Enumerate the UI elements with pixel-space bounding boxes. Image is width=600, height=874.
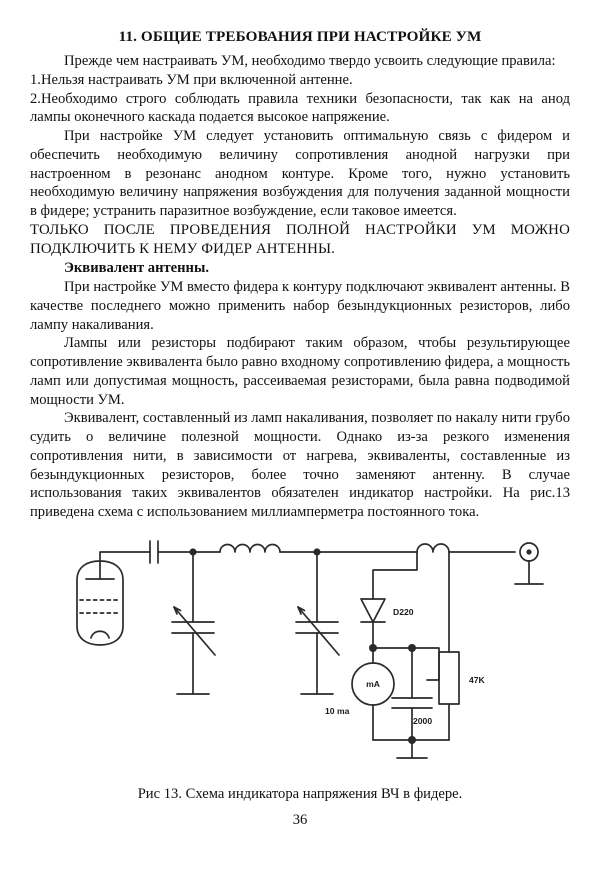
tube-anode-wire — [100, 552, 150, 561]
paragraph-1: Прежде чем настраивать УМ, необходимо твердо усвоить следующие правила: — [64, 53, 556, 70]
wire-node4-to-wiper — [412, 648, 439, 680]
ground-symbol — [397, 740, 427, 758]
figure-caption: Рис 13. Схема индикатора напряжения ВЧ в фидере. — [137, 786, 463, 802]
page-number: 36 — [292, 812, 308, 828]
paragraph-2: 1.Нельзя настраивать УМ при включенной антенне. — [30, 71, 353, 88]
diode-label: D220 — [393, 607, 414, 617]
figure-13-circuit-diagram — [55, 534, 555, 774]
page-body — [30, 28, 570, 522]
wire-coil-tap-to-diode — [373, 552, 417, 599]
vacuum-tube-symbol — [77, 561, 123, 645]
paragraph-8: Лампы или резисторы подбирают таким образом, чтобы результирующее сопротивление эквивалента было равно входному сопротивлению фидера, а мощность ламп или допустимая мощность, рассеиваемая резисторами, была равна подводимой мощности УМ. — [30, 335, 570, 408]
capacitor-label: 2000 — [413, 716, 433, 726]
meter-range-label: 10 ma — [325, 706, 350, 716]
coupling-capacitor-symbol — [150, 541, 158, 563]
page-title: 11. ОБЩИЕ ТРЕБОВАНИЯ ПРИ НАСТРОЙКЕ УМ — [118, 28, 482, 45]
filter-capacitor-symbol — [392, 648, 432, 740]
potentiometer-47k-symbol — [439, 652, 459, 740]
inductor-l1-symbol — [193, 545, 317, 553]
paragraph-9: Эквивалент, составленный из ламп накаливания, позволяет по накалу нити грубо судить о величине полезной мощности. Однако из-за резкого изменения сопротивления нити, в зависимости от нагрева, эквиваленты, составленные из безындукционных резисторов, более точно заменяют антенну. В случае использования таких эквивалентов обязателен индикатор настройки. На рис.13 приведена схема с использованием миллиамперметра постоянного тока. — [30, 410, 570, 521]
variable-capacitor-c1-symbol — [172, 552, 215, 694]
variable-capacitor-c2-symbol — [296, 552, 339, 694]
paragraph-5-caps-notice: ТОЛЬКО ПОСЛЕ ПРОВЕДЕНИЯ ПОЛНОЙ НАСТРОЙКИ УМ МОЖНО ПОДКЛЮЧИТЬ К НЕМУ ФИДЕР АНТЕННЫ. — [30, 221, 570, 258]
subheading-antenna-equivalent: Эквивалент антенны. — [64, 260, 210, 277]
paragraph-4: При настройке УМ следует установить оптимальную связь с фидером и обеспечить необходимую величину сопротивления анодной нагрузки при настроенном в резонанс анодном контуре. Кроме того, нужно установить необходимую величину напряжения возбуждения для получения заданной мощности в фидере; устранить паразитное возбуждение, если таковое имеется. — [30, 128, 570, 220]
paragraph-3: 2.Необходимо строго соблюдать правила техники безопасности, так как на анод лампы оконечного каскада подается высокое напряжение. — [30, 90, 570, 126]
diode-d220-symbol — [361, 599, 385, 648]
inductor-l2-symbol — [417, 544, 515, 552]
circuit-schematic-svg — [55, 534, 555, 774]
paragraph-7: При настройке УМ вместо фидера к контуру подключают эквивалент антенны. В качестве последнего можно применить набор безындукционных резисторов, либо лампу накаливания. — [30, 279, 570, 333]
antenna-terminal-jack — [515, 543, 543, 584]
meter-label: mA — [366, 679, 380, 689]
milliammeter-symbol — [352, 648, 394, 740]
resistor-label: 47K — [469, 675, 485, 685]
